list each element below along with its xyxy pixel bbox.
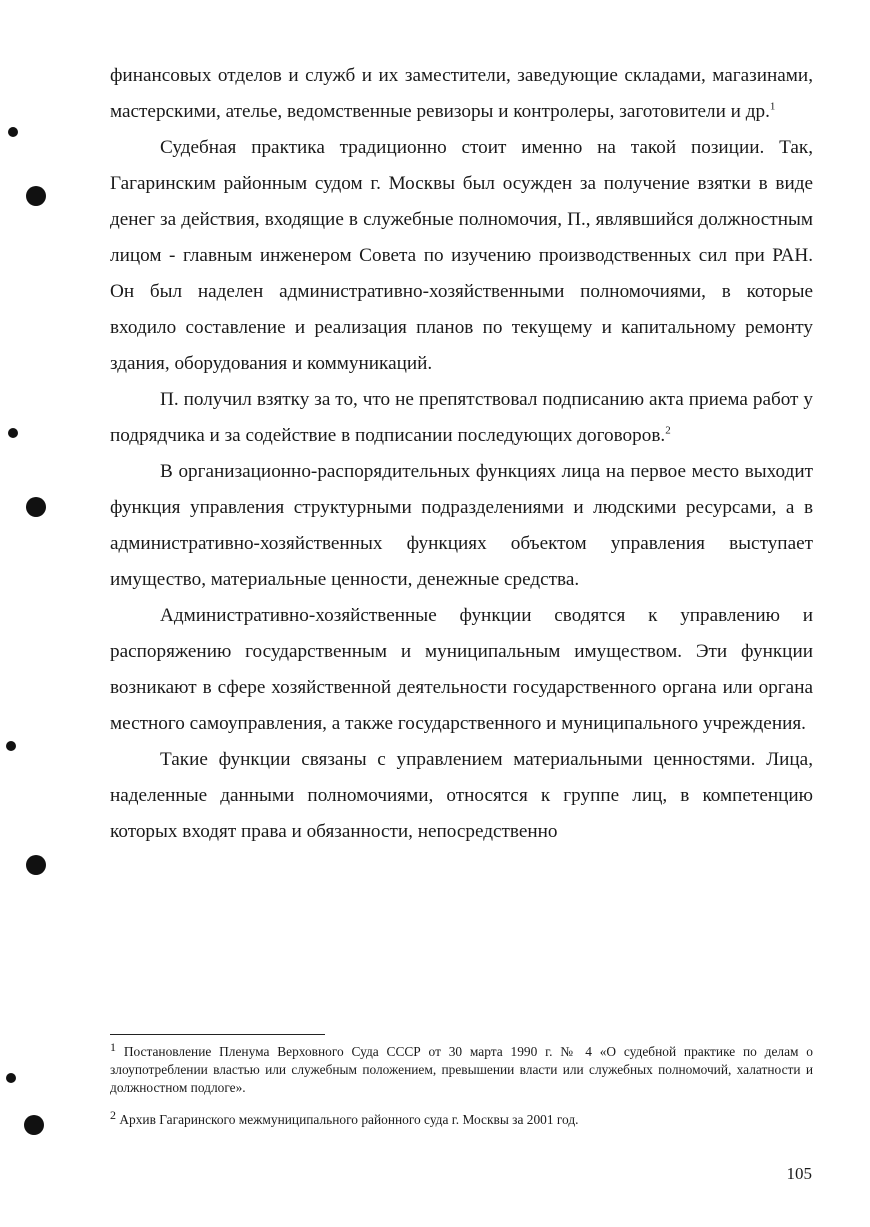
body-text — [110, 58, 813, 850]
page-number: 105 — [786, 1164, 812, 1183]
paragraph — [110, 598, 813, 742]
footnote — [110, 1108, 813, 1129]
footnote-mark: 1 — [110, 1040, 116, 1054]
paragraph-text: финансовых отделов и служб и их заместители, заведующие складами, магазинами, мастерскими, ателье, ведомственные ревизоры и контролеры, заготовители и др. — [110, 65, 813, 122]
punch-hole-mark — [6, 1073, 16, 1083]
footnote-text: Архив Гагаринского межмуниципального районного суда г. Москвы за 2001 год. — [119, 1112, 579, 1127]
paragraph-text: Такие функции связаны с управлением материальными ценностями. Лица, наделенные данными полномочиями, относятся к группе лиц, в компетенцию которых входят права и обязанности, непосредственно — [110, 749, 813, 842]
punch-hole-mark — [8, 428, 18, 438]
paragraph — [110, 130, 813, 382]
footnote-mark: 2 — [110, 1108, 116, 1122]
footnote-divider — [110, 1034, 325, 1035]
footnotes — [110, 1040, 813, 1143]
paragraph-text: Административно-хозяйственные функции сводятся к управлению и распоряжению государственным и муниципальным имуществом. Эти функции возникают в сфере хозяйственной деятельности государственного органа или органа местного самоуправления, а также государственного и муниципального учреждения. — [110, 605, 813, 734]
punch-hole — [24, 1115, 44, 1135]
footnote — [110, 1040, 813, 1097]
punch-hole — [26, 497, 46, 517]
punch-hole-mark — [8, 127, 18, 137]
footnote-ref: 1 — [769, 100, 776, 113]
punch-hole — [26, 186, 46, 206]
paragraph — [110, 58, 813, 130]
punch-hole — [26, 855, 46, 875]
paragraph-text: Судебная практика традиционно стоит именно на такой позиции. Так, Гагаринским районным судом г. Москвы был осужден за получение взятки в виде денег за действия, входящие в служебные полномочия, П., являвшийся должностным лицом - главным инженером Совета по изучению производственных сил при РАН. Он был наделен административно-хозяйственными полномочиями, в которые входило составление и реализация планов по текущему и капитальному ремонту здания, оборудования и коммуникаций. — [110, 137, 813, 374]
paragraph-text: П. получил взятку за то, что не препятствовал подписанию акта приема работ у подрядчика и за содействие в подписании последующих договоров. — [110, 389, 813, 446]
paragraph — [110, 382, 813, 454]
footnote-ref: 2 — [665, 424, 671, 437]
punch-hole-mark — [6, 741, 16, 751]
paragraph — [110, 742, 813, 850]
footnote-text: Постановление Пленума Верховного Суда СССР от 30 марта 1990 г. № 4 «О судебной практике по делам о злоупотреблении властью или служебным положением, превышении власти или служебных полномочий, халатности и должностном подлоге». — [110, 1044, 813, 1095]
paragraph — [110, 454, 813, 598]
paragraph-text: В организационно-распорядительных функциях лица на первое место выходит функция управления структурными подразделениями и людскими ресурсами, а в административно-хозяйственных функциях объектом управления выступает имущество, материальные ценности, денежные средства. — [110, 461, 813, 590]
